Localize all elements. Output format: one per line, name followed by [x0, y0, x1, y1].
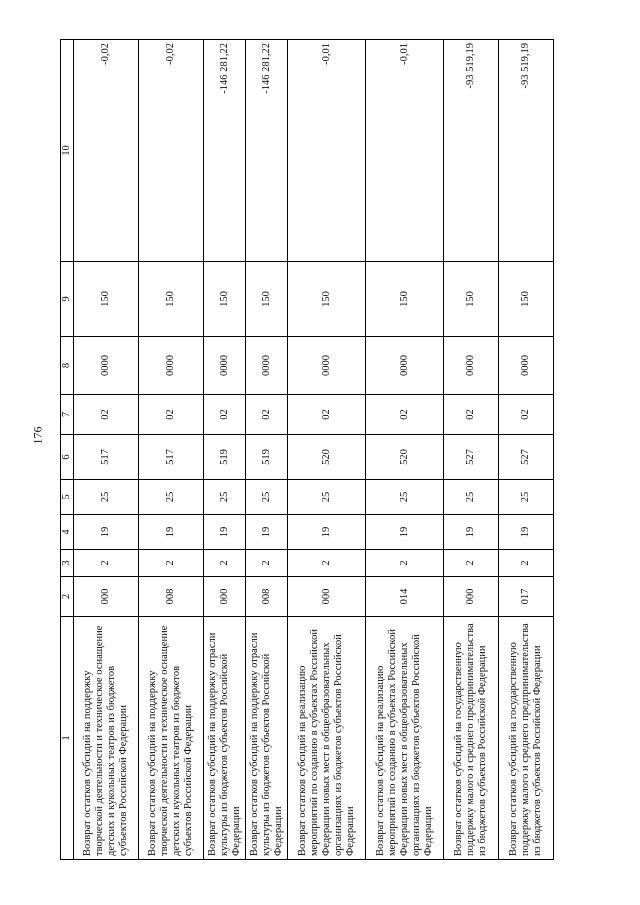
admin-code: 008 [246, 577, 288, 617]
code-cell: 527 [444, 435, 499, 480]
code-cell: 517 [139, 435, 204, 480]
code-cell: 02 [366, 395, 444, 435]
code-cell: 150 [204, 262, 246, 337]
column-number: 7 [61, 395, 74, 435]
code-cell: 0000 [366, 337, 444, 395]
code-cell: 02 [499, 395, 554, 435]
code-cell: 2 [499, 550, 554, 577]
code-cell: 0000 [444, 337, 499, 395]
code-cell: 02 [444, 395, 499, 435]
table-row [204, 40, 246, 860]
code-cell: 02 [204, 395, 246, 435]
amount-cell: -0,02 [139, 40, 204, 262]
amount-cell: -0,01 [288, 40, 366, 262]
code-cell: 2 [288, 550, 366, 577]
code-cell: 02 [139, 395, 204, 435]
admin-code: 017 [499, 577, 554, 617]
code-cell: 25 [246, 480, 288, 515]
code-cell: 150 [246, 262, 288, 337]
code-cell: 520 [366, 435, 444, 480]
code-cell: 520 [288, 435, 366, 480]
code-cell: 02 [288, 395, 366, 435]
code-cell: 25 [499, 480, 554, 515]
row-description: Возврат остатков субсидий на поддержку творческой деятельности и техническое оснащение детских и кукольных театров из бюджетов субъектов Российской Федерации [74, 617, 139, 860]
amount-cell: -0,02 [74, 40, 139, 262]
code-cell: 19 [444, 515, 499, 550]
column-numbers-row [61, 40, 74, 860]
budget-table [60, 39, 554, 860]
column-number: 9 [61, 262, 74, 337]
code-cell: 2 [444, 550, 499, 577]
column-number: 10 [61, 40, 74, 262]
code-cell: 2 [139, 550, 204, 577]
amount-cell: -146 281,22 [204, 40, 246, 262]
code-cell: 0000 [499, 337, 554, 395]
column-number: 6 [61, 435, 74, 480]
code-cell: 19 [366, 515, 444, 550]
table-row [366, 40, 444, 860]
table-row [499, 40, 554, 860]
row-description: Возврат остатков субсидий на поддержку творческой деятельности и техническое оснащение детских и кукольных театров из бюджетов субъектов Российской Федерации [139, 617, 204, 860]
column-number: 3 [61, 550, 74, 577]
table-row [444, 40, 499, 860]
code-cell: 19 [139, 515, 204, 550]
page-number: 176 [30, 426, 45, 445]
code-cell: 25 [139, 480, 204, 515]
code-cell: 517 [74, 435, 139, 480]
column-number: 2 [61, 577, 74, 617]
code-cell: 25 [204, 480, 246, 515]
row-description: Возврат остатков субсидий на поддержку отрасли культуры из бюджетов субъектов Российской Федерации [204, 617, 246, 860]
column-number: 4 [61, 515, 74, 550]
code-cell: 2 [246, 550, 288, 577]
rotated-table-wrapper [60, 40, 616, 860]
row-description: Возврат остатков субсидий на государственную поддержку малого и среднего предпринимательства из бюджетов субъектов Российской Федерации [499, 617, 554, 860]
code-cell: 0000 [288, 337, 366, 395]
code-cell: 527 [499, 435, 554, 480]
amount-cell: -0,01 [366, 40, 444, 262]
column-number: 5 [61, 480, 74, 515]
code-cell: 150 [366, 262, 444, 337]
column-number: 8 [61, 337, 74, 395]
row-description: Возврат остатков субсидий на реализацию мероприятий по созданию в субъектах Российской Федерации новых мест в общеобразовательных организациях из бюджетов субъектов Российской Федерации [288, 617, 366, 860]
code-cell: 0000 [204, 337, 246, 395]
code-cell: 19 [204, 515, 246, 550]
code-cell: 0000 [246, 337, 288, 395]
amount-cell: -93 519,19 [499, 40, 554, 262]
code-cell: 150 [74, 262, 139, 337]
amount-cell: -93 519,19 [444, 40, 499, 262]
row-description: Возврат остатков субсидий на реализацию мероприятий по созданию в субъектах Российской Федерации новых мест в общеобразовательных организациях из бюджетов субъектов Российской Федерации [366, 617, 444, 860]
code-cell: 2 [366, 550, 444, 577]
admin-code: 000 [204, 577, 246, 617]
code-cell: 25 [444, 480, 499, 515]
code-cell: 150 [499, 262, 554, 337]
code-cell: 25 [74, 480, 139, 515]
row-description: Возврат остатков субсидий на поддержку отрасли культуры из бюджетов субъектов Российской Федерации [246, 617, 288, 860]
admin-code: 014 [366, 577, 444, 617]
code-cell: 519 [204, 435, 246, 480]
code-cell: 19 [74, 515, 139, 550]
code-cell: 150 [139, 262, 204, 337]
code-cell: 150 [444, 262, 499, 337]
table-row [288, 40, 366, 860]
table-row [74, 40, 139, 860]
code-cell: 150 [288, 262, 366, 337]
admin-code: 008 [139, 577, 204, 617]
code-cell: 19 [499, 515, 554, 550]
code-cell: 519 [246, 435, 288, 480]
table-row [246, 40, 288, 860]
code-cell: 25 [288, 480, 366, 515]
code-cell: 2 [204, 550, 246, 577]
admin-code: 000 [288, 577, 366, 617]
code-cell: 2 [74, 550, 139, 577]
admin-code: 000 [444, 577, 499, 617]
admin-code: 000 [74, 577, 139, 617]
code-cell: 19 [246, 515, 288, 550]
code-cell: 02 [74, 395, 139, 435]
amount-cell: -146 281,22 [246, 40, 288, 262]
code-cell: 25 [366, 480, 444, 515]
code-cell: 0000 [139, 337, 204, 395]
code-cell: 0000 [74, 337, 139, 395]
table-row [139, 40, 204, 860]
column-number: 1 [61, 617, 74, 860]
code-cell: 02 [246, 395, 288, 435]
row-description: Возврат остатков субсидий на государственную поддержку малого и среднего предпринимательства из бюджетов субъектов Российской Федерации [444, 617, 499, 860]
code-cell: 19 [288, 515, 366, 550]
